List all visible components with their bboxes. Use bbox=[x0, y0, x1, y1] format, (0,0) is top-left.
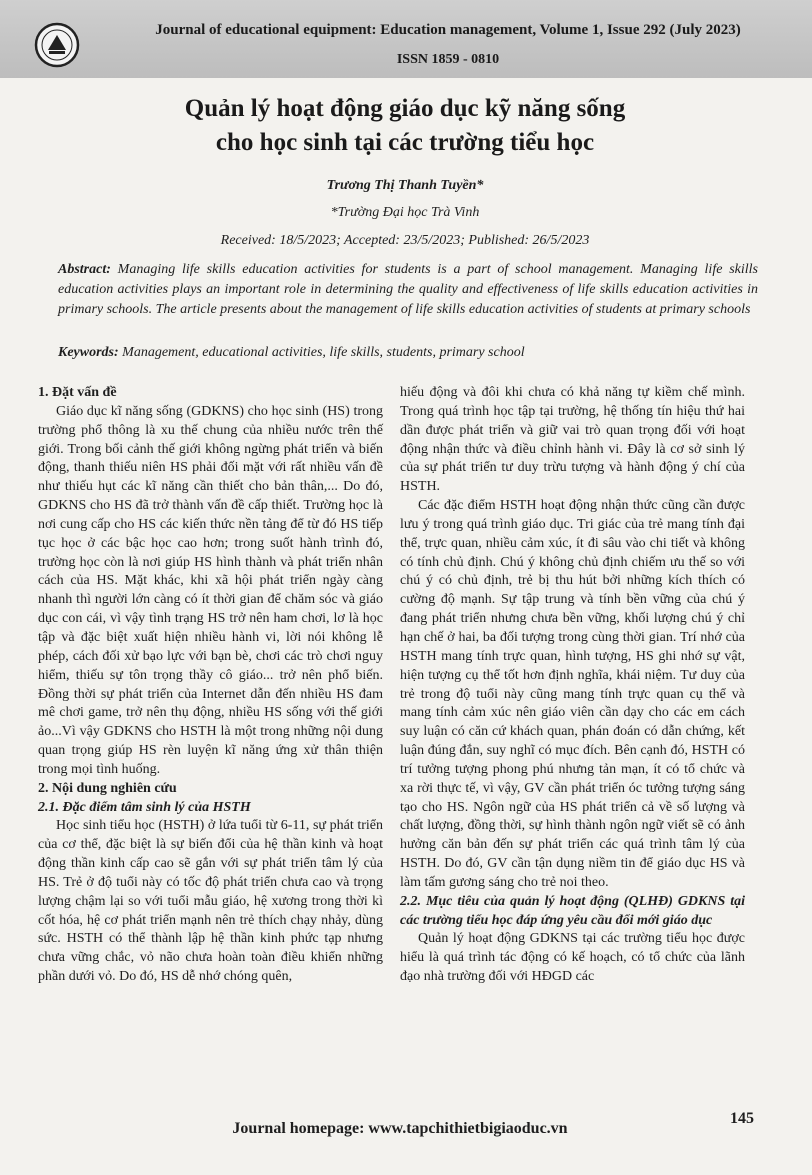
issn: ISSN 1859 - 0810 bbox=[396, 52, 500, 67]
journal-title: Journal of educational equipment: Education management, Volume 1, Issue 292 (July 2023) bbox=[155, 22, 741, 38]
subsection-heading: 2.1. Đặc điểm tâm sinh lý của HSTH bbox=[38, 799, 251, 815]
left-column bbox=[38, 384, 383, 987]
journal-homepage: Journal homepage: www.tapchithietbigiaoduc.vn bbox=[232, 1120, 568, 1137]
journal-logo-icon bbox=[34, 22, 80, 68]
paragraph: Học sinh tiểu học (HSTH) ở lứa tuổi từ 6-11, sự phát triển của cơ thể, đặc biệt là sự biến đổi của hệ thần kinh và hoạt động thần kinh cấp cao sẽ gắn với sự phát triển tâm lý của HS. Trẻ ở độ tuổi này có tốc độ phát triển chưa cao và trọng lượng chậm lại so với tuổi mẫu giáo, hệ xương trong thời kì cốt hóa, hệ cơ phát triển mạnh nên trẻ thích chạy nhảy, dùng sức. HSTH có thể thành lập hệ thần kinh phức tạp nhưng chưa vững chắc, vỏ não chưa hoàn toàn điều khiển những phần dưới vỏ. Do đó, HS dễ nhớ chóng quên, bbox=[38, 818, 383, 985]
abstract: Abstract: Managing life skills education activities for students is a part of school management. Managing life skills education activities plays an important role in determining the quality and effectiveness of life skills education activities in primary schools. The article presents about the management of life skills education activities of students at primary schools bbox=[58, 262, 758, 317]
right-column bbox=[400, 384, 745, 987]
keywords: Keywords: Management, educational activities, life skills, students, primary school bbox=[58, 345, 525, 360]
article-title: Quản lý hoạt động giáo dục kỹ năng sống cho học sinh tại các trường tiểu học bbox=[184, 95, 626, 156]
paragraph: Quản lý hoạt động GDKNS tại các trường tiểu học được hiểu là quá trình tác động có kế hoạch, có tổ chức của lãnh đạo nhà trường đối với HĐGD các bbox=[400, 931, 745, 985]
publication-dates: Received: 18/5/2023; Accepted: 23/5/2023; Published: 26/5/2023 bbox=[220, 233, 590, 248]
paragraph: Giáo dục kĩ năng sống (GDKNS) cho học sinh (HS) trong trường phổ thông là xu thế chung của nhiều nước trên thế giới. Trong bối cảnh thế giới không ngừng phát triển và biến động, thanh thiếu niên HS phải đối mặt với rất nhiều vấn đề như thiếu hụt các kĩ năng cần thiết cho bản thân,... Do đó, GDKNS cho HS đã trở thành vấn đề cấp thiết. Trường học là nơi cung cấp cho HS các kiến thức nền tảng để từ đó HS tiếp tục học ở các bậc học cao hơn; trong suốt hành trình đó, trường học còn là nơi giúp HS hình thành và phát triển nhân cách của HS. Mặt khác, khi xã hội phát triển ngày càng nhanh thì người lớn càng có ít thời gian để chăm sóc và giáo dục con cái, vì vậy tình trạng HS trở nên ham chơi, lơ là học tập và đặc biệt xuất hiện nhiều hành vi, lời nói không lễ phép, cách đối xử bạo lực với bạn bè, chơi các trò chơi nguy hiểm, thiếu sự tôn trọng thầy cô giáo... trở nên phổ biến. Đồng thời sự phát triển của Internet dẫn đến nhiều HS đam mê chơi game, trở nên thụ động, nhiều HS sống với thế giới ảo...Vì vậy GDKNS cho HSTH là một trong những nội dung quan trọng giúp HS rèn luyện kĩ năng ứng xử thân thiện trong mọi tình huống. bbox=[38, 403, 383, 777]
page-number: 145 bbox=[730, 1110, 754, 1127]
section-heading: 1. Đặt vấn đề bbox=[38, 385, 117, 400]
paragraph: Các đặc điểm HSTH hoạt động nhận thức cũng cần được lưu ý trong quá trình giáo dục. Tri giác của trẻ mang tính đại thể, trực quan, nhiều cảm xúc, ít đi sâu vào chi tiết và không có tính chủ định. Chú ý không chủ định chiếm ưu thế so với chú ý có chủ định, trẻ bị thu hút bởi những kích thích có cường độ mạnh. Sự tập trung và tính bền vững của chú ý đang phát triển nhưng chưa bền vững, khối lượng chú ý chỉ hạn chế ở hai, ba đối tượng trong cùng thời gian. Trí nhớ của HSTH mang tính trực quan, hình tượng, HS ghi nhớ sự vật, hiện tượng cụ thể tốt hơn định nghĩa, khái niệm. Tư duy của trẻ trong độ tuổi này cũng mang tính trực quan cụ thể và mang tính cảm xúc nên giáo viên cần dạy cho các em cách suy luận có căn cứ khách quan, phán đoán có dẫn chứng, kết luận đúng đắn, suy nghĩ có mục đích. Bên cạnh đó, HSTH có trí tưởng tượng phong phú nhưng tản mạn, ít có tổ chức và xa rời thực tế, vì vậy, GV cần phát triển óc tưởng tượng sáng tạo cho HS. Ngôn ngữ của HS phát triển cả về số lượng và chất lượng, đồng thời, sự hình thành ngôn ngữ viết sẽ có ảnh hưởng căn bản đến sự phát triển các quá trình tâm lý của HSTH. Do đó, GV cần tận dụng niềm tin để giáo dục HS và làm tấm gương sáng cho trẻ noi theo. bbox=[400, 498, 745, 890]
subsection-heading: 2.2. Mục tiêu của quản lý hoạt động (QLHĐ) GDKNS tại các trường tiểu học đáp ứng yêu cầu đổi mới giáo dục bbox=[400, 893, 745, 928]
affiliation: *Trường Đại học Trà Vinh bbox=[330, 205, 480, 220]
section-heading: 2. Nội dung nghiên cứu bbox=[38, 780, 177, 796]
paragraph: hiếu động và đôi khi chưa có khả năng tự kiềm chế mình. Trong quá trình học tập tại trường, hệ thống tín hiệu thứ hai dần được phát triển và giữ vai trò quan trọng đối với hoạt động nhận thức và điều chỉnh hành vi. Đây là cơ sở sinh lý của sự phát triển tư duy trừu tượng và hành động ý chí của HSTH. bbox=[400, 385, 745, 495]
author: Trương Thị Thanh Tuyền* bbox=[326, 178, 484, 193]
